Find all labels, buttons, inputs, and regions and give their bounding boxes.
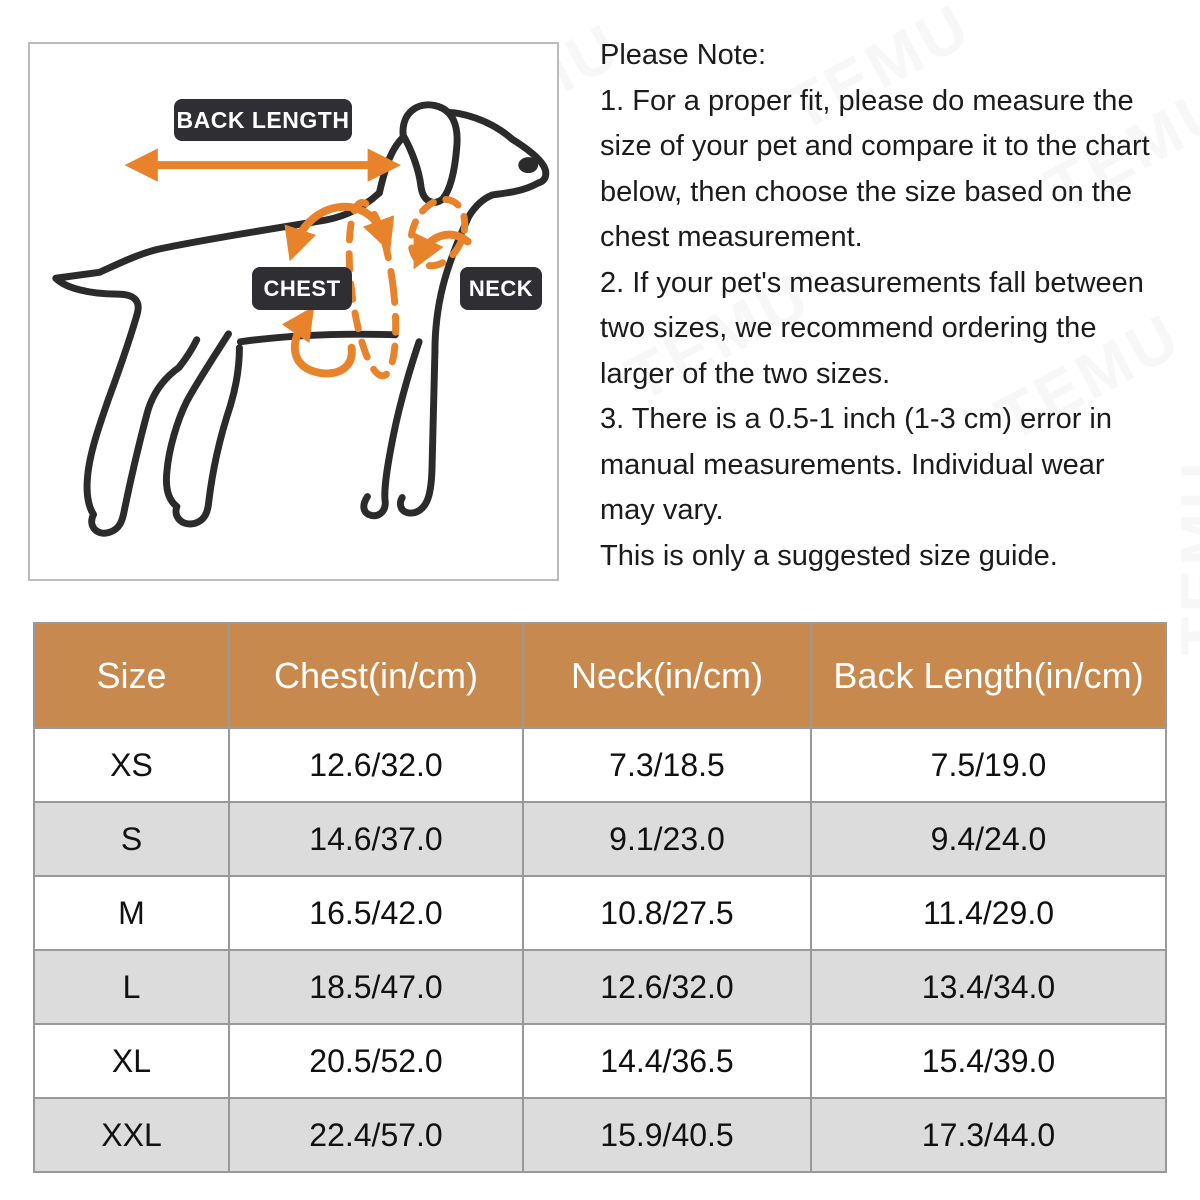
table-header-row [34,623,1166,728]
measurement-cell: 18.5/47.0 [229,950,523,1024]
size-cell: M [34,876,229,950]
measurement-cell: 14.4/36.5 [523,1024,811,1098]
note-line: below, then choose the size based on the [600,175,1133,208]
measurement-cell: 12.6/32.0 [229,728,523,802]
size-cell: S [34,802,229,876]
note-line: 2. If your pet's measurements fall between [600,266,1144,299]
note-line: chest measurement. [600,221,863,253]
measurement-cell: 17.3/44.0 [811,1098,1166,1172]
chest-label-chip: CHEST [252,267,352,310]
measurement-cell: 15.9/40.5 [523,1098,811,1172]
size-cell: XXL [34,1098,229,1172]
note-line: 3. There is a 0.5-1 inch (1-3 cm) error in [600,403,1112,435]
size-table-body [34,728,1166,1172]
note-line: size of your pet and compare it to the chart [600,130,1150,162]
note-line: This is only a suggested size guide. [600,539,1058,572]
note-line: manual measurements. Individual wear [600,448,1105,481]
table-row [34,728,1166,802]
chest-bottom-arrow-icon [295,320,352,374]
note-section [600,33,1190,579]
measurement-cell: 16.5/42.0 [229,876,523,950]
note-line: may vary. [600,494,724,526]
measurement-cell: 10.8/27.5 [523,876,811,950]
measurement-cell: 11.4/29.0 [811,876,1166,950]
column-header-chest: Chest(in/cm) [229,623,523,728]
measurement-cell: 7.5/19.0 [811,728,1166,802]
measurement-cell: 9.4/24.0 [811,802,1166,876]
column-header-neck: Neck(in/cm) [523,623,811,728]
size-cell: XL [34,1024,229,1098]
column-header-size: Size [34,623,229,728]
chest-top-arrow-icon [295,207,384,246]
measurement-cell: 13.4/34.0 [811,950,1166,1024]
table-row [34,1024,1166,1098]
measurement-cell: 14.6/37.0 [229,802,523,876]
note-title: Please Note: [600,39,767,71]
measurement-cell: 20.5/52.0 [229,1024,523,1098]
size-cell: L [34,950,229,1024]
measurement-cell: 22.4/57.0 [229,1098,523,1172]
neck-label-chip: NECK [460,267,542,310]
table-row [34,950,1166,1024]
column-header-back-length: Back Length(in/cm) [811,623,1166,728]
measurement-cell: 7.3/18.5 [523,728,811,802]
size-chart-table [33,622,1167,1173]
table-row [34,876,1166,950]
table-row [34,802,1166,876]
measurement-cell: 12.6/32.0 [523,950,811,1024]
note-line: two sizes, we recommend ordering the [600,312,1097,344]
size-cell: XS [34,728,229,802]
measurement-cell: 9.1/23.0 [523,802,811,876]
back-length-label-chip: BACK LENGTH [174,99,352,141]
note-line: larger of the two sizes. [600,357,891,390]
measurement-diagram [28,42,559,581]
note-line: 1. For a proper fit, please do measure the [600,84,1134,117]
measurement-cell: 15.4/39.0 [811,1024,1166,1098]
table-row [34,1098,1166,1172]
